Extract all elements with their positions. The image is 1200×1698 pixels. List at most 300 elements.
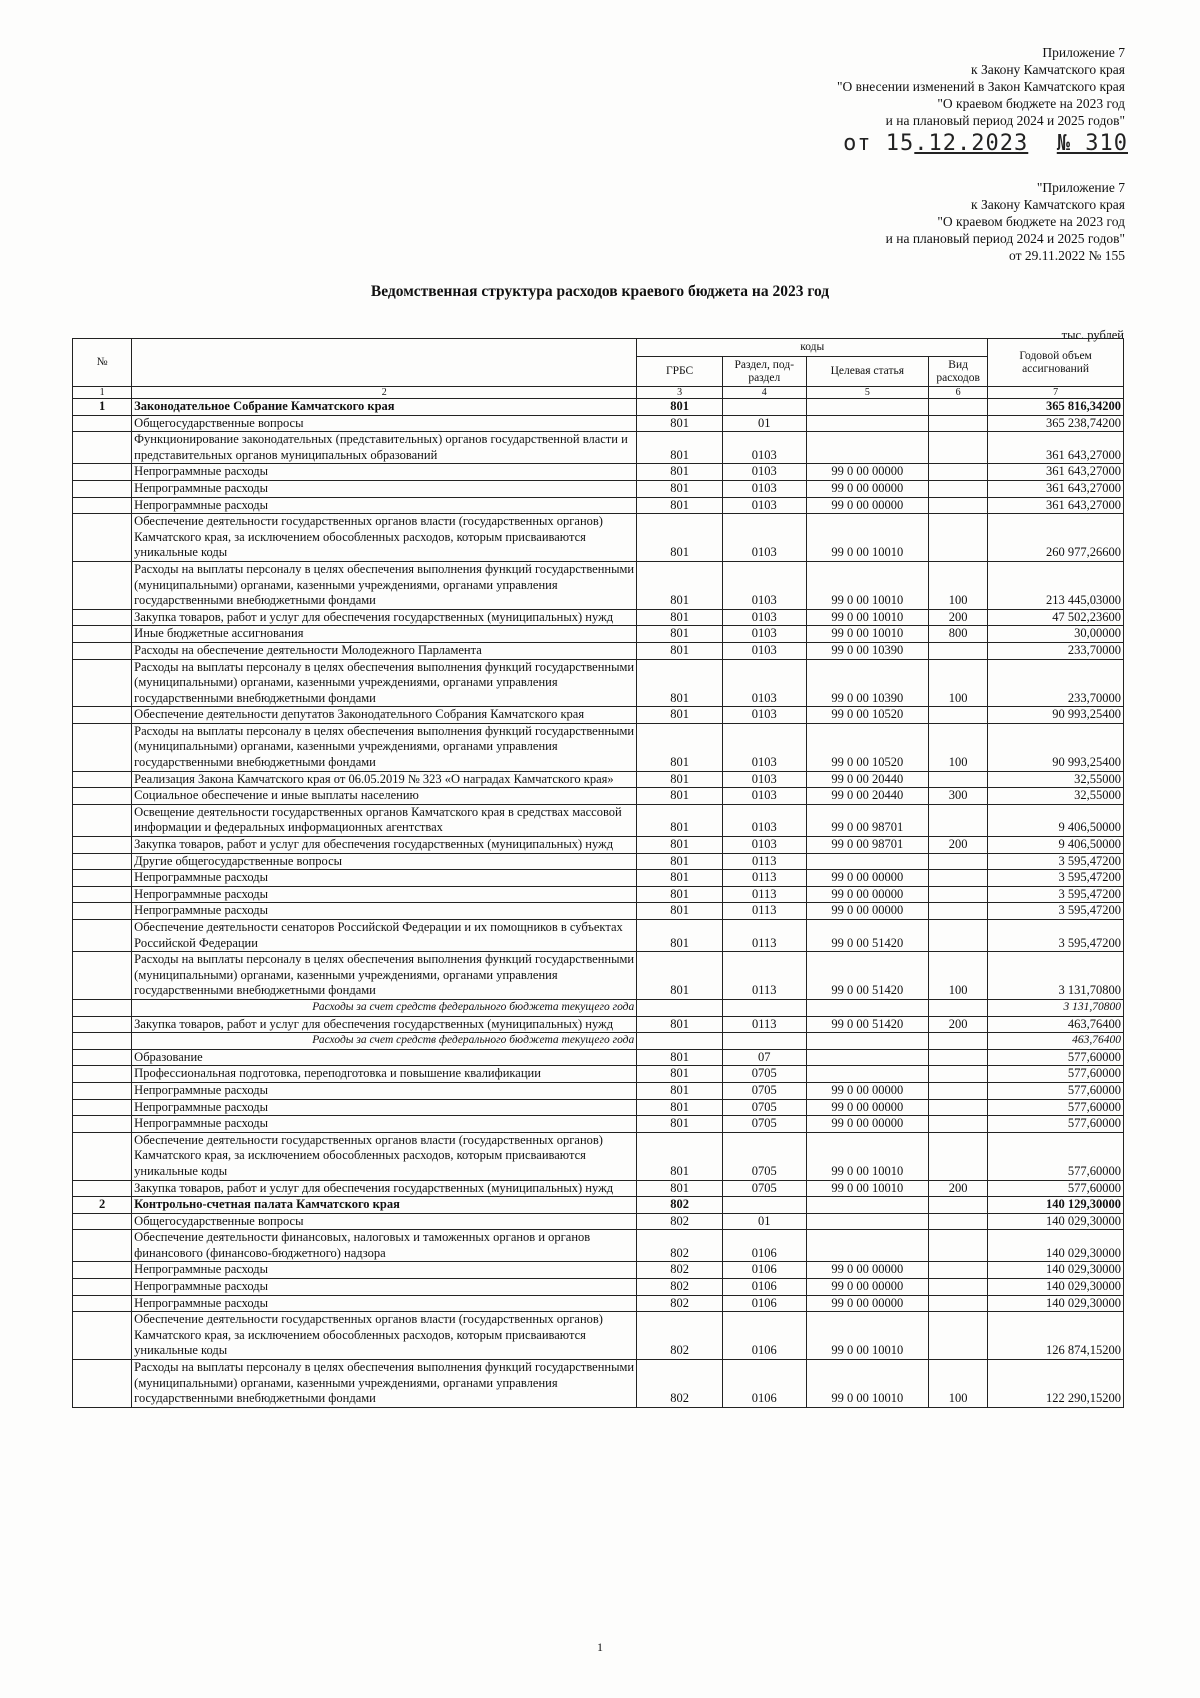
razdel-cell: 0113: [722, 920, 806, 952]
grbs-cell: 801: [637, 886, 723, 903]
expense-type-cell: [929, 1132, 988, 1180]
table-row: [73, 1049, 1124, 1066]
grbs-cell: 802: [637, 1279, 723, 1296]
amount-cell: 140 029,30000: [988, 1295, 1124, 1312]
grbs-cell: 801: [637, 1082, 723, 1099]
header-line: "О краевом бюджете на 2023 год: [937, 214, 1125, 229]
federal-funds-note-row: [73, 999, 1124, 1016]
law-date-number-stamp: [843, 131, 1128, 156]
razdel-cell: 07: [722, 1049, 806, 1066]
target-article-cell: 99 0 00 51420: [806, 920, 928, 952]
razdel-cell: 0103: [722, 497, 806, 514]
target-article-cell: 99 0 00 00000: [806, 1295, 928, 1312]
razdel-cell: 0103: [722, 659, 806, 707]
amount-cell: 9 406,50000: [988, 837, 1124, 854]
row-number-cell: [73, 788, 132, 805]
expense-type-cell: [929, 497, 988, 514]
expense-name-cell: Непрограммные расходы: [132, 870, 637, 887]
target-article-cell: 99 0 00 51420: [806, 1016, 928, 1033]
row-number-cell: [73, 1262, 132, 1279]
razdel-cell: 0705: [722, 1116, 806, 1133]
row-number-cell: [73, 1360, 132, 1408]
expense-name-cell: Контрольно-счетная палата Камчатского края: [132, 1197, 637, 1214]
row-number-cell: [73, 1213, 132, 1230]
header-target-article: Целевая статья: [806, 357, 928, 387]
expense-name-cell: Непрограммные расходы: [132, 497, 637, 514]
grbs-cell: 801: [637, 626, 723, 643]
grbs-cell: 801: [637, 497, 723, 514]
expense-name-cell: Непрограммные расходы: [132, 1279, 637, 1296]
expense-type-cell: [929, 771, 988, 788]
grbs-cell: 801: [637, 480, 723, 497]
budget-table: [72, 338, 1124, 1408]
table-row: [73, 1099, 1124, 1116]
amount-cell: 30,00000: [988, 626, 1124, 643]
expense-name-cell: Другие общегосударственные вопросы: [132, 853, 637, 870]
expense-name-cell: Непрограммные расходы: [132, 1262, 637, 1279]
razdel-cell: 0113: [722, 853, 806, 870]
razdel-cell: 0103: [722, 464, 806, 481]
amount-cell: 9 406,50000: [988, 804, 1124, 836]
razdel-cell: 0103: [722, 707, 806, 724]
expense-type-cell: [929, 999, 988, 1016]
stamp-date: .12.2023: [914, 131, 1029, 156]
expense-name-cell: Расходы на выплаты персоналу в целях обеспечения выполнения функций государственными (муниципальными) органами, казенными учреждениями, органами управления государственными внебюджетными фондами: [132, 952, 637, 1000]
razdel-cell: 0705: [722, 1132, 806, 1180]
table-row: [73, 804, 1124, 836]
amount-cell: 122 290,15200: [988, 1360, 1124, 1408]
target-article-cell: 99 0 00 10520: [806, 707, 928, 724]
expense-name-cell: Обеспечение деятельности сенаторов Российской Федерации и их помощников в субъектах Российской Федерации: [132, 920, 637, 952]
table-row: [73, 837, 1124, 854]
expense-type-cell: [929, 870, 988, 887]
table-row: [73, 399, 1124, 416]
row-number-cell: [73, 903, 132, 920]
expense-type-cell: [929, 1049, 988, 1066]
expense-name-cell: Расходы на выплаты персоналу в целях обеспечения выполнения функций государственными (муниципальными) органами, казенными учреждениями, органами управления государственными внебюджетными фондами: [132, 723, 637, 771]
expense-type-cell: 100: [929, 952, 988, 1000]
expense-name-cell: Реализация Закона Камчатского края от 06.05.2019 № 323 «О наградах Камчатского края»: [132, 771, 637, 788]
row-number-cell: [73, 771, 132, 788]
expense-type-cell: [929, 514, 988, 562]
amount-cell: 3 595,47200: [988, 853, 1124, 870]
grbs-cell: 802: [637, 1197, 723, 1214]
table-row: [73, 1116, 1124, 1133]
expense-type-cell: [929, 1230, 988, 1262]
expense-type-cell: 300: [929, 788, 988, 805]
target-article-cell: [806, 1066, 928, 1083]
row-number-cell: [73, 514, 132, 562]
razdel-cell: [722, 1033, 806, 1050]
razdel-cell: 0103: [722, 642, 806, 659]
row-number-cell: [73, 886, 132, 903]
razdel-cell: 0103: [722, 609, 806, 626]
header-line: "О краевом бюджете на 2023 год: [937, 96, 1125, 111]
index-cell: 7: [988, 387, 1124, 399]
table-row: [73, 1312, 1124, 1360]
expense-name-cell: Расходы на выплаты персоналу в целях обеспечения выполнения функций государственными (муниципальными) органами, казенными учреждениями, органами управления государственными внебюджетными фондами: [132, 659, 637, 707]
header-line: "О внесении изменений в Закон Камчатского края: [837, 79, 1125, 94]
row-number-cell: [73, 804, 132, 836]
expense-type-cell: 200: [929, 1180, 988, 1197]
target-article-cell: [806, 415, 928, 432]
razdel-cell: 0103: [722, 480, 806, 497]
grbs-cell: 801: [637, 514, 723, 562]
expense-type-cell: 100: [929, 561, 988, 609]
razdel-cell: [722, 1197, 806, 1214]
amount-cell: 3 131,70800: [988, 999, 1124, 1016]
table-row: [73, 626, 1124, 643]
row-number-cell: [73, 1099, 132, 1116]
table-row: [73, 903, 1124, 920]
expense-name-cell: Закупка товаров, работ и услуг для обеспечения государственных (муниципальных) нужд: [132, 609, 637, 626]
razdel-cell: [722, 999, 806, 1016]
grbs-cell: 801: [637, 952, 723, 1000]
amount-cell: 126 874,15200: [988, 1312, 1124, 1360]
row-number-cell: [73, 952, 132, 1000]
grbs-cell: 802: [637, 1213, 723, 1230]
grbs-cell: 801: [637, 723, 723, 771]
appendix-header-original-law: [886, 179, 1125, 264]
grbs-cell: 801: [637, 804, 723, 836]
grbs-cell: 802: [637, 1360, 723, 1408]
target-article-cell: 99 0 00 00000: [806, 1262, 928, 1279]
row-number-cell: [73, 999, 132, 1016]
amount-cell: 47 502,23600: [988, 609, 1124, 626]
stamp-number: № 310: [1056, 131, 1128, 156]
row-number-cell: [73, 1116, 132, 1133]
target-article-cell: 99 0 00 00000: [806, 497, 928, 514]
table-row: [73, 1016, 1124, 1033]
header-line: к Закону Камчатского края: [971, 62, 1125, 77]
expense-type-cell: [929, 1082, 988, 1099]
amount-cell: 577,60000: [988, 1180, 1124, 1197]
expense-type-cell: [929, 1279, 988, 1296]
table-row: [73, 771, 1124, 788]
target-article-cell: [806, 1230, 928, 1262]
table-row: [73, 609, 1124, 626]
row-number-cell: [73, 609, 132, 626]
expense-name-cell: Обеспечение деятельности государственных органов власти (государственных органов) Камчатского края, за исключением обособленных расходов, которым присваиваются уникальные коды: [132, 1132, 637, 1180]
expense-type-cell: [929, 1116, 988, 1133]
grbs-cell: [637, 1033, 723, 1050]
grbs-cell: 801: [637, 642, 723, 659]
expense-name-cell: Закупка товаров, работ и услуг для обеспечения государственных (муниципальных) нужд: [132, 837, 637, 854]
page-number: 1: [597, 1640, 603, 1654]
target-article-cell: 99 0 00 00000: [806, 1116, 928, 1133]
target-article-cell: 99 0 00 10390: [806, 642, 928, 659]
target-article-cell: [806, 1049, 928, 1066]
table-row: [73, 415, 1124, 432]
expense-name-cell: Обеспечение деятельности государственных органов власти (государственных органов) Камчатского края, за исключением обособленных расходов, которым присваиваются уникальные коды: [132, 514, 637, 562]
expense-name-cell: Непрограммные расходы: [132, 464, 637, 481]
target-article-cell: 99 0 00 20440: [806, 771, 928, 788]
table-row: [73, 870, 1124, 887]
target-article-cell: 99 0 00 20440: [806, 788, 928, 805]
table-row: [73, 1082, 1124, 1099]
expense-type-cell: [929, 920, 988, 952]
amount-cell: 32,55000: [988, 771, 1124, 788]
row-number-cell: [73, 870, 132, 887]
grbs-cell: 801: [637, 920, 723, 952]
target-article-cell: 99 0 00 00000: [806, 1099, 928, 1116]
grbs-cell: 801: [637, 1116, 723, 1133]
target-article-cell: [806, 1213, 928, 1230]
row-number-cell: [73, 853, 132, 870]
table-row: [73, 952, 1124, 1000]
row-number-cell: [73, 1132, 132, 1180]
grbs-cell: 801: [637, 837, 723, 854]
amount-cell: 361 643,27000: [988, 464, 1124, 481]
table-row: [73, 659, 1124, 707]
row-number-cell: [73, 432, 132, 464]
row-number-cell: [73, 920, 132, 952]
expense-name-cell: Обеспечение деятельности депутатов Законодательного Собрания Камчатского края: [132, 707, 637, 724]
units-label: тыс. рублей: [1061, 328, 1124, 342]
expense-name-cell: Расходы на выплаты персоналу в целях обеспечения выполнения функций государственными (муниципальными) органами, казенными учреждениями, органами управления государственными внебюджетными фондами: [132, 1360, 637, 1408]
grbs-cell: 801: [637, 415, 723, 432]
expense-name-cell: Общегосударственные вопросы: [132, 415, 637, 432]
target-article-cell: 99 0 00 00000: [806, 886, 928, 903]
expense-type-cell: [929, 903, 988, 920]
expense-type-cell: [929, 804, 988, 836]
table-row: [73, 707, 1124, 724]
grbs-cell: 801: [637, 853, 723, 870]
target-article-cell: [806, 399, 928, 416]
amount-cell: 463,76400: [988, 1016, 1124, 1033]
expense-name-cell: Непрограммные расходы: [132, 1082, 637, 1099]
table-row: [73, 1213, 1124, 1230]
table-row: [73, 497, 1124, 514]
expense-name-cell: Расходы на выплаты персоналу в целях обеспечения выполнения функций государственными (муниципальными) органами, казенными учреждениями, органами управления государственными внебюджетными фондами: [132, 561, 637, 609]
target-article-cell: 99 0 00 51420: [806, 952, 928, 1000]
amount-cell: 3 595,47200: [988, 903, 1124, 920]
razdel-cell: 0103: [722, 771, 806, 788]
row-number-cell: [73, 723, 132, 771]
razdel-cell: 0113: [722, 870, 806, 887]
razdel-cell: 0705: [722, 1180, 806, 1197]
expense-name-cell: Расходы за счет средств федерального бюджета текущего года: [132, 999, 637, 1016]
amount-cell: 3 595,47200: [988, 886, 1124, 903]
target-article-cell: 99 0 00 00000: [806, 1082, 928, 1099]
table-row: [73, 1066, 1124, 1083]
amount-cell: 577,60000: [988, 1082, 1124, 1099]
target-article-cell: 99 0 00 10390: [806, 659, 928, 707]
razdel-cell: 0106: [722, 1360, 806, 1408]
table-row: [73, 642, 1124, 659]
index-cell: 2: [132, 387, 637, 399]
target-article-cell: [806, 432, 928, 464]
expense-type-cell: [929, 1033, 988, 1050]
expense-name-cell: Обеспечение деятельности финансовых, налоговых и таможенных органов и органов финансового (финансово-бюджетного) надзора: [132, 1230, 637, 1262]
expense-type-cell: [929, 1295, 988, 1312]
razdel-cell: 0106: [722, 1230, 806, 1262]
expense-name-cell: Иные бюджетные ассигнования: [132, 626, 637, 643]
amount-cell: 213 445,03000: [988, 561, 1124, 609]
amount-cell: 140 029,30000: [988, 1279, 1124, 1296]
row-number-cell: [73, 707, 132, 724]
target-article-cell: [806, 999, 928, 1016]
grbs-cell: 801: [637, 870, 723, 887]
razdel-cell: 0103: [722, 788, 806, 805]
expense-type-cell: [929, 480, 988, 497]
row-number-cell: [73, 464, 132, 481]
razdel-cell: 01: [722, 1213, 806, 1230]
amount-cell: 90 993,25400: [988, 707, 1124, 724]
expense-name-cell: Закупка товаров, работ и услуг для обеспечения государственных (муниципальных) нужд: [132, 1180, 637, 1197]
amount-cell: 577,60000: [988, 1099, 1124, 1116]
amount-cell: 140 029,30000: [988, 1230, 1124, 1262]
amount-cell: 3 595,47200: [988, 870, 1124, 887]
expense-name-cell: Расходы на обеспечение деятельности Молодежного Парламента: [132, 642, 637, 659]
expense-name-cell: Непрограммные расходы: [132, 886, 637, 903]
amount-cell: 361 643,27000: [988, 480, 1124, 497]
row-number-cell: [73, 1230, 132, 1262]
table-row: [73, 1132, 1124, 1180]
grbs-cell: 802: [637, 1312, 723, 1360]
target-article-cell: 99 0 00 00000: [806, 480, 928, 497]
amount-cell: 32,55000: [988, 788, 1124, 805]
expense-type-cell: [929, 1262, 988, 1279]
row-number-cell: [73, 1295, 132, 1312]
grbs-cell: 801: [637, 659, 723, 707]
row-number-cell: [73, 1279, 132, 1296]
table-row: [73, 561, 1124, 609]
razdel-cell: 0106: [722, 1295, 806, 1312]
index-cell: 4: [722, 387, 806, 399]
header-annual-sum: Годовой объем ассигнований: [988, 339, 1124, 387]
table-row: [73, 1197, 1124, 1214]
header-name: [132, 339, 637, 387]
amount-cell: 577,60000: [988, 1116, 1124, 1133]
razdel-cell: 0103: [722, 837, 806, 854]
header-razdel: Раздел, под-раздел: [722, 357, 806, 387]
target-article-cell: 99 0 00 10010: [806, 561, 928, 609]
amount-cell: 3 595,47200: [988, 920, 1124, 952]
amount-cell: 577,60000: [988, 1049, 1124, 1066]
header-line: от 29.11.2022 № 155: [1009, 248, 1125, 263]
table-row: [73, 480, 1124, 497]
razdel-cell: 0113: [722, 952, 806, 1000]
expense-name-cell: Непрограммные расходы: [132, 1295, 637, 1312]
razdel-cell: 0106: [722, 1279, 806, 1296]
amount-cell: 361 643,27000: [988, 497, 1124, 514]
expense-name-cell: Непрограммные расходы: [132, 903, 637, 920]
expense-type-cell: [929, 1197, 988, 1214]
row-number-cell: [73, 480, 132, 497]
expense-type-cell: [929, 464, 988, 481]
row-number-cell: [73, 1066, 132, 1083]
budget-table-body: [73, 387, 1124, 1408]
expense-name-cell: Освещение деятельности государственных органов Камчатского края в средствах массовой информации и федеральных информационных агентствах: [132, 804, 637, 836]
header-number: №: [73, 339, 132, 387]
table-row: [73, 920, 1124, 952]
amount-cell: 140 029,30000: [988, 1262, 1124, 1279]
table-row: [73, 1279, 1124, 1296]
row-number-cell: [73, 1049, 132, 1066]
header-codes: коды: [637, 339, 988, 357]
expense-type-cell: 100: [929, 1360, 988, 1408]
grbs-cell: 801: [637, 464, 723, 481]
target-article-cell: 99 0 00 00000: [806, 903, 928, 920]
amount-cell: 3 131,70800: [988, 952, 1124, 1000]
target-article-cell: 99 0 00 10010: [806, 609, 928, 626]
expense-type-cell: [929, 399, 988, 416]
target-article-cell: [806, 1033, 928, 1050]
table-row: [73, 788, 1124, 805]
grbs-cell: 801: [637, 1132, 723, 1180]
grbs-cell: 801: [637, 1099, 723, 1116]
target-article-cell: 99 0 00 98701: [806, 837, 928, 854]
grbs-cell: 801: [637, 432, 723, 464]
expense-type-cell: [929, 853, 988, 870]
expense-type-cell: [929, 432, 988, 464]
header-grbs: ГРБС: [637, 357, 723, 387]
target-article-cell: 99 0 00 10010: [806, 626, 928, 643]
amount-cell: 233,70000: [988, 659, 1124, 707]
target-article-cell: 99 0 00 00000: [806, 464, 928, 481]
target-article-cell: 99 0 00 00000: [806, 870, 928, 887]
table-row: [73, 1360, 1124, 1408]
grbs-cell: 801: [637, 707, 723, 724]
table-row: [73, 464, 1124, 481]
target-article-cell: [806, 853, 928, 870]
expense-name-cell: Функционирование законодательных (представительных) органов государственной власти и представительных органов муниципальных образований: [132, 432, 637, 464]
amount-cell: 140 029,30000: [988, 1213, 1124, 1230]
grbs-cell: 801: [637, 788, 723, 805]
expense-type-cell: 800: [929, 626, 988, 643]
header-line: Приложение 7: [1042, 45, 1125, 60]
grbs-cell: 802: [637, 1295, 723, 1312]
table-row: [73, 1180, 1124, 1197]
amount-cell: 463,76400: [988, 1033, 1124, 1050]
row-number-cell: [73, 1180, 132, 1197]
expense-type-cell: [929, 642, 988, 659]
target-article-cell: 99 0 00 98701: [806, 804, 928, 836]
razdel-cell: 0103: [722, 432, 806, 464]
expense-type-cell: 200: [929, 609, 988, 626]
razdel-cell: 0106: [722, 1262, 806, 1279]
row-number-cell: [73, 659, 132, 707]
target-article-cell: 99 0 00 10010: [806, 1132, 928, 1180]
row-number-cell: 1: [73, 399, 132, 416]
expense-type-cell: [929, 1066, 988, 1083]
row-number-cell: [73, 642, 132, 659]
expense-name-cell: Общегосударственные вопросы: [132, 1213, 637, 1230]
expense-type-cell: [929, 415, 988, 432]
expense-name-cell: Непрограммные расходы: [132, 480, 637, 497]
amount-cell: 260 977,26600: [988, 514, 1124, 562]
row-number-cell: [73, 1312, 132, 1360]
row-number-cell: [73, 1016, 132, 1033]
razdel-cell: 0103: [722, 561, 806, 609]
grbs-cell: 801: [637, 1180, 723, 1197]
table-row: [73, 853, 1124, 870]
appendix-header-amending-law: [837, 44, 1125, 129]
grbs-cell: [637, 999, 723, 1016]
expense-type-cell: [929, 886, 988, 903]
expense-name-cell: Социальное обеспечение и иные выплаты населению: [132, 788, 637, 805]
index-cell: 5: [806, 387, 928, 399]
grbs-cell: 801: [637, 1066, 723, 1083]
expense-name-cell: Законодательное Собрание Камчатского края: [132, 399, 637, 416]
expense-name-cell: Образование: [132, 1049, 637, 1066]
razdel-cell: 0705: [722, 1099, 806, 1116]
target-article-cell: 99 0 00 00000: [806, 1279, 928, 1296]
expense-type-cell: [929, 707, 988, 724]
target-article-cell: 99 0 00 10010: [806, 1180, 928, 1197]
row-number-cell: [73, 1033, 132, 1050]
